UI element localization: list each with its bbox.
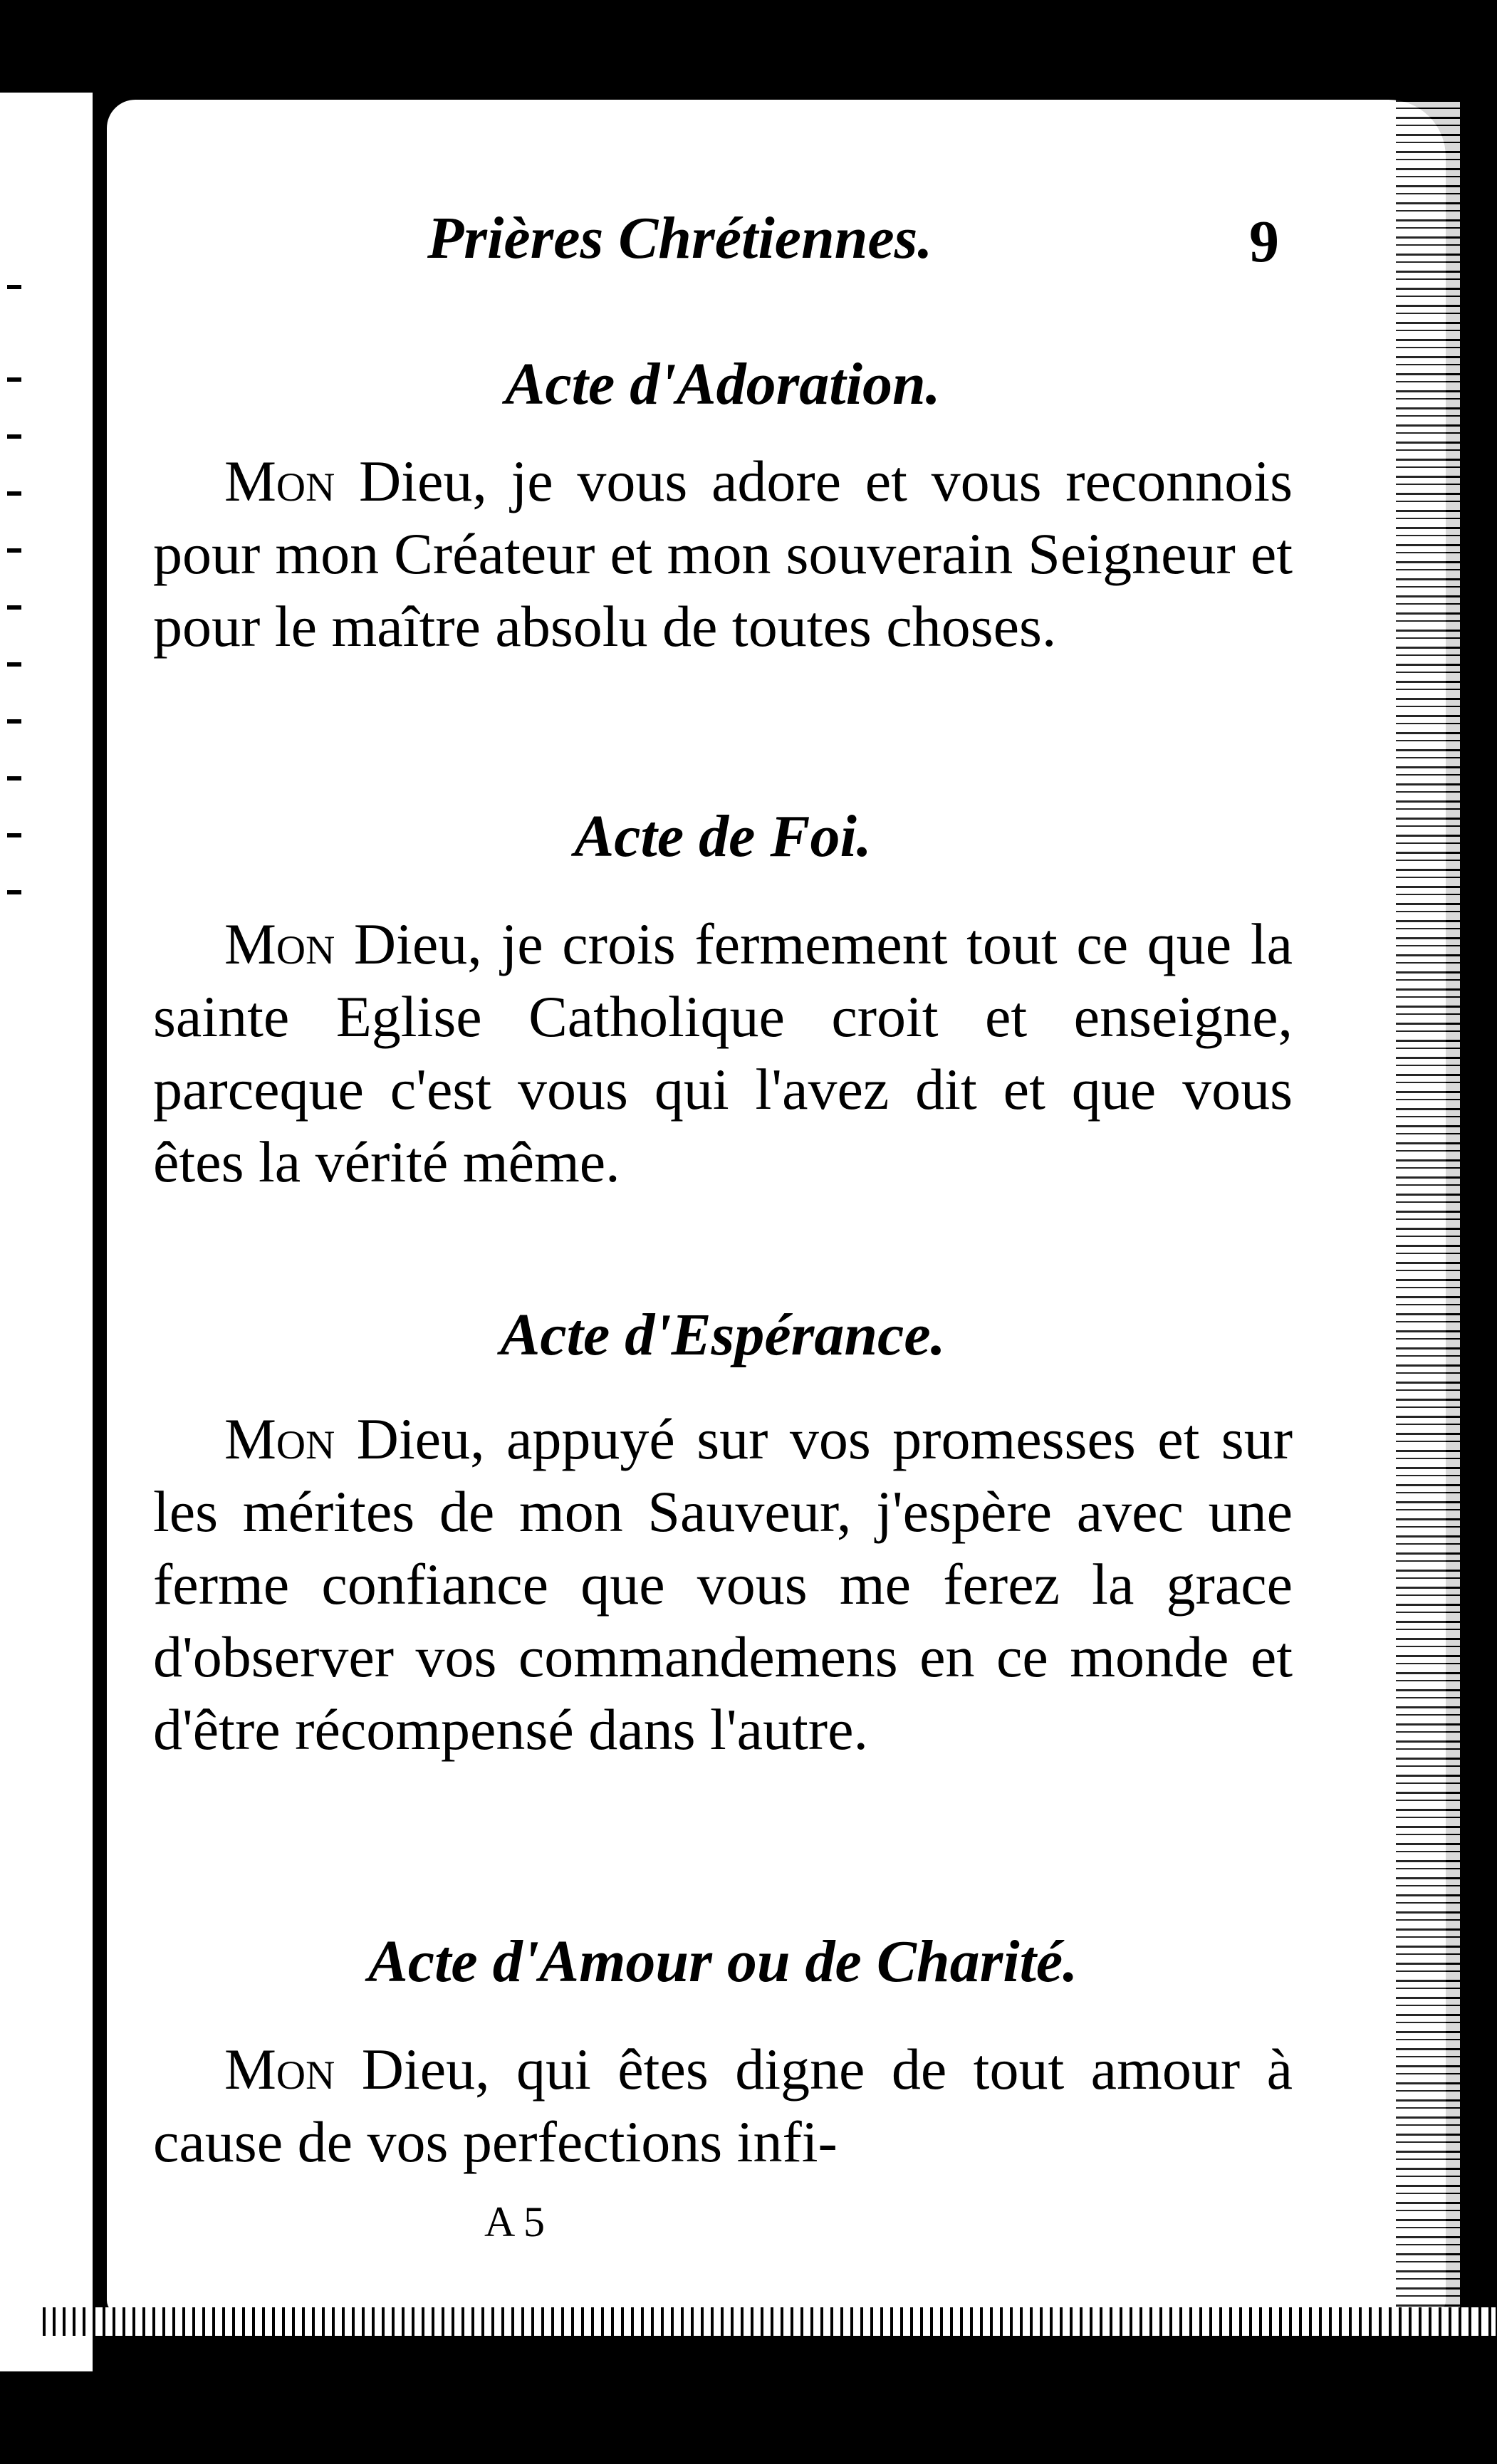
section-body-charite <box>153 2033 1293 2178</box>
section-title-esperance: Acte d'Espérance. <box>500 1302 946 1368</box>
section-lead-word: Mon <box>224 2037 335 2102</box>
section-body-adoration <box>153 445 1293 663</box>
section-lead-word: Mon <box>224 912 335 976</box>
section-title-foi: Acte de Foi. <box>574 803 872 870</box>
running-title: Prières Chrétiennes. <box>427 205 933 271</box>
section-text: Dieu, je crois fermement tout ce que la sainte Eglise Catholique croit et enseigne, parceque c'est vous qui l'avez dit et que vous êtes la vérité même. <box>153 912 1293 1194</box>
section-text: Dieu, je vous adore et vous reconnois pour mon Créateur et mon souverain Seigneur et pour le maître absolu de toutes choses. <box>153 449 1293 659</box>
page-right-edge <box>1396 100 1460 2314</box>
section-body-foi <box>153 908 1293 1199</box>
adjacent-page-edge <box>0 93 93 2371</box>
section-title-adoration: Acte d'Adoration. <box>505 351 941 417</box>
section-lead-word: Mon <box>224 449 335 513</box>
section-title-charite: Acte d'Amour ou de Charité. <box>367 1928 1078 1995</box>
section-text: Dieu, qui êtes digne de tout amour à cause de vos perfections infi- <box>153 2037 1293 2174</box>
page-number: 9 <box>1249 209 1279 275</box>
section-body-esperance <box>153 1403 1293 1766</box>
section-lead-word: Mon <box>224 1406 335 1471</box>
section-text: Dieu, appuyé sur vos promesses et sur les mérites de mon Sauveur, j'espère avec une ferme confiance que vous me ferez la grace d'observer vos commandemens en ce monde et d'être récompensé dans l'autre. <box>153 1406 1293 1762</box>
page-bottom-edge <box>43 2307 1496 2336</box>
printer-signature: A 5 <box>484 2198 546 2245</box>
